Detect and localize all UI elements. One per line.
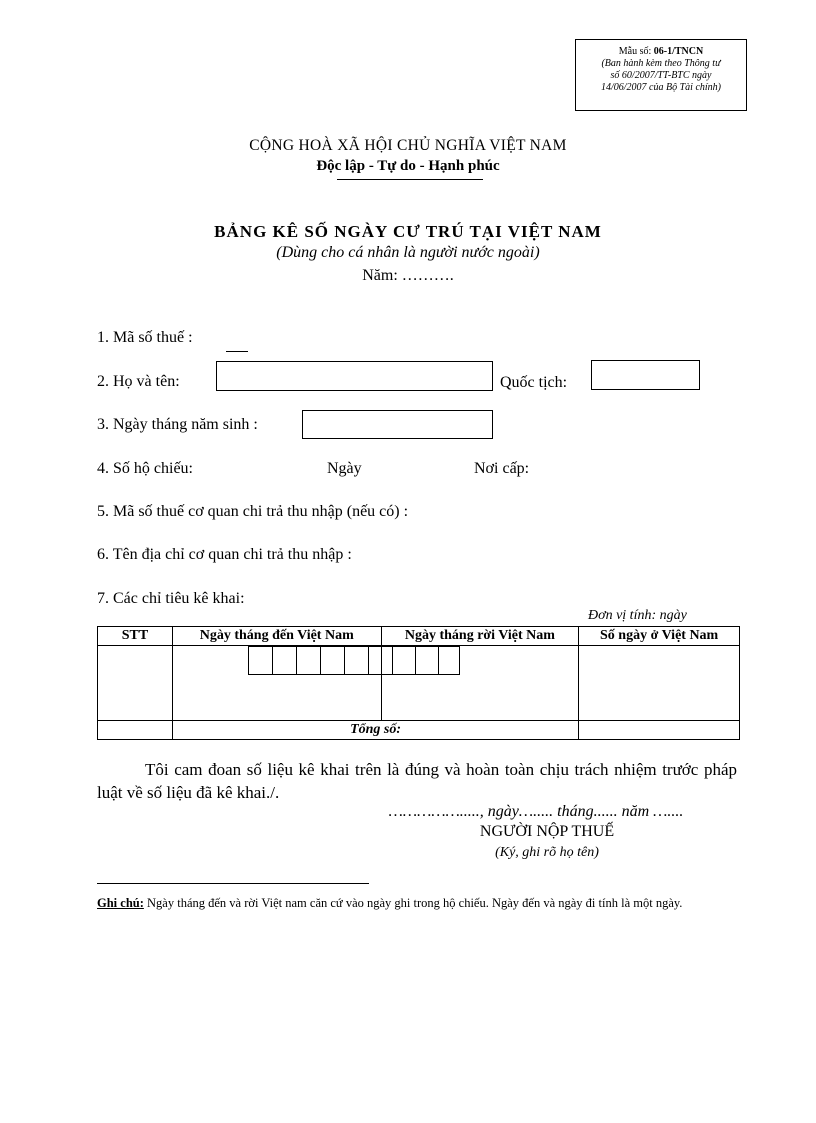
payer-tax-code-label: 5. Mã số thuế cơ quan chi trả thu nhập (nếu có) :	[97, 503, 409, 520]
document-year: Năm: ……….	[362, 267, 454, 284]
table-row	[98, 646, 740, 721]
table-cell[interactable]	[98, 646, 173, 721]
signature-instruction: (Ký, ghi rõ họ tên)	[495, 845, 599, 860]
passport-place-label: Nơi cấp:	[474, 460, 530, 477]
form-code: Mẫu số: 06-1/TNCN	[618, 46, 704, 57]
form-issued-line-3: 14/06/2007 của Bộ Tài chính)	[601, 82, 721, 93]
birth-date-label: 3. Ngày tháng năm sinh :	[97, 416, 258, 433]
form-issued-line-2: số 60/2007/TT-BTC ngày	[610, 70, 712, 81]
total-row	[98, 721, 740, 740]
column-header-departure-date: Ngày tháng rời Việt Nam	[381, 627, 579, 646]
footnote-label: Ghi chú:	[97, 896, 144, 910]
passport-number-label: 4. Số hộ chiếu:	[97, 460, 193, 477]
signature-date-line: ……………....., ngày…..... tháng...... năm …....	[388, 803, 684, 820]
payer-address-label: 6. Tên địa chỉ cơ quan chi trả thu nhập :	[97, 546, 352, 563]
tax-code-boxes[interactable]	[226, 323, 460, 352]
nationality-label: Quốc tịch:	[500, 374, 568, 391]
document-title: BẢNG KÊ SỐ NGÀY CƯ TRÚ TẠI VIỆT NAM	[214, 222, 602, 241]
full-name-label: 2. Họ và tên:	[97, 373, 180, 390]
passport-date-label: Ngày	[327, 460, 362, 477]
motto-underline	[337, 179, 483, 180]
nationality-field[interactable]	[591, 360, 700, 390]
footnote	[97, 896, 737, 911]
table-cell[interactable]	[172, 646, 381, 721]
form-code-box	[575, 39, 747, 111]
table-cell	[98, 721, 173, 740]
motto: Độc lập - Tự do - Hạnh phúc	[316, 158, 500, 174]
table-header-row	[98, 627, 740, 646]
items-label: 7. Các chỉ tiêu kê khai:	[97, 590, 245, 607]
total-label: Tổng số:	[172, 721, 578, 740]
residence-days-table	[97, 626, 740, 740]
column-header-stt: STT	[98, 627, 173, 646]
full-name-field[interactable]	[216, 361, 493, 391]
total-value-cell[interactable]	[579, 721, 740, 740]
column-header-days-in-vietnam: Số ngày ở Việt Nam	[579, 627, 740, 646]
unit-label: Đơn vị tính: ngày	[588, 608, 687, 623]
taxpayer-title: NGƯỜI NỘP THUẾ	[479, 823, 615, 840]
document-subtitle: (Dùng cho cá nhân là người nước ngoài)	[276, 244, 540, 261]
table-cell[interactable]	[579, 646, 740, 721]
tax-code-lead-line	[226, 351, 248, 352]
tax-code-label: 1. Mã số thuế :	[97, 329, 193, 346]
pledge-statement: Tôi cam đoan số liệu kê khai trên là đúng và hoàn toàn chịu trách nhiệm trước pháp luật về số liệu đã kê khai./.	[97, 760, 737, 802]
table-cell[interactable]	[381, 646, 579, 721]
column-header-arrival-date: Ngày tháng đến Việt Nam	[172, 627, 381, 646]
footnote-divider	[97, 883, 369, 884]
footnote-text: Ngày tháng đến và rời Việt nam căn cứ vào ngày ghi trong hộ chiếu. Ngày đến và ngày đi tính là một ngày.	[143, 896, 683, 910]
nation-heading: CỘNG HOÀ XÃ HỘI CHỦ NGHĨA VIỆT NAM	[249, 137, 567, 154]
form-issued-line-1: (Ban hành kèm theo Thông tư	[601, 58, 721, 69]
birth-date-field[interactable]	[302, 410, 493, 439]
